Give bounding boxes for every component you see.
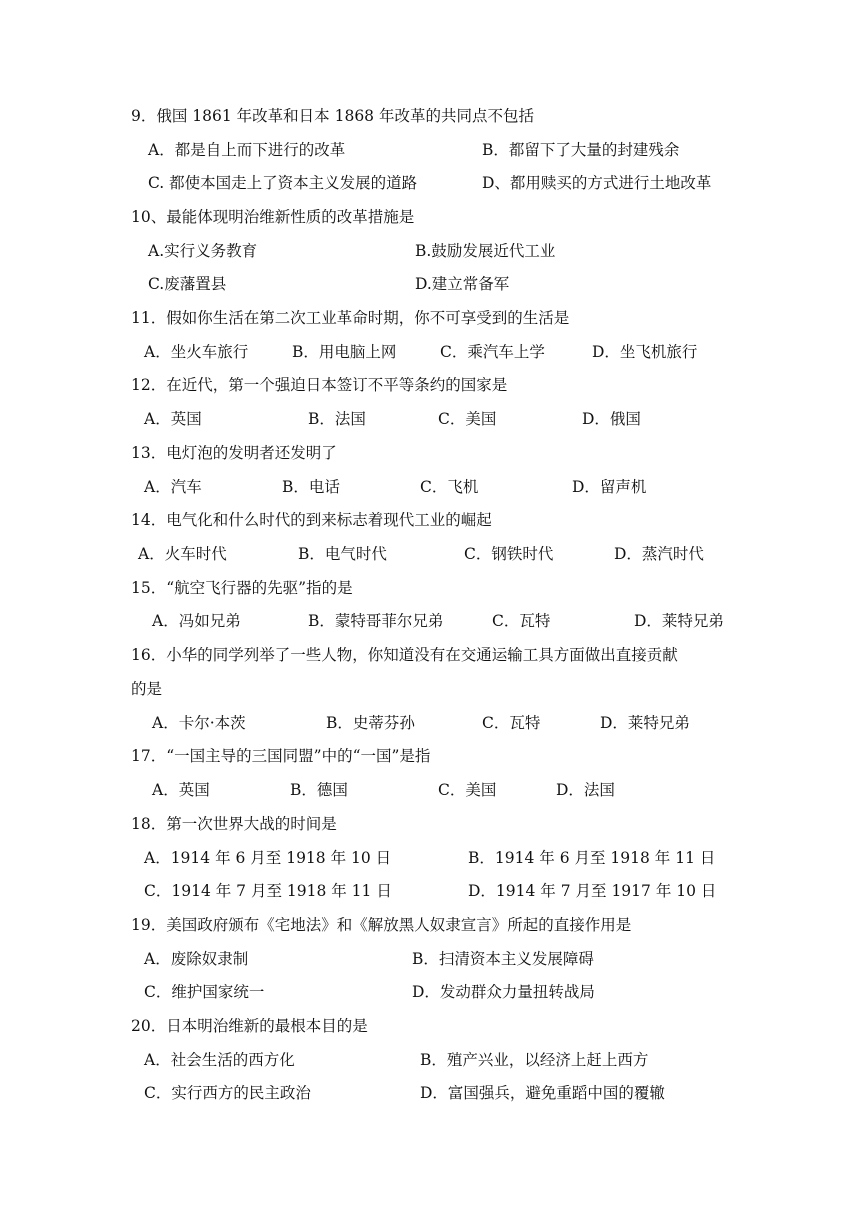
question-16-stem-continued: 的是 [131, 680, 163, 698]
question-9-option-c: C. 都使本国走上了资本主义发展的道路 [148, 174, 418, 192]
question-20-option-a: A．社会生活的西方化 [144, 1051, 295, 1069]
question-18-option-c: C．1914 年 7 月至 1918 年 11 日 [144, 882, 392, 900]
question-15-option-b: B．蒙特哥菲尔兄弟 [308, 612, 444, 630]
question-16-option-c: C．瓦特 [482, 714, 541, 732]
question-12-option-a: A．英国 [144, 410, 202, 428]
question-12-stem: 12．在近代，第一个强迫日本签订不平等条约的国家是 [131, 376, 508, 394]
question-19-option-d: D．发动群众力量扭转战局 [412, 983, 595, 1001]
question-18-option-b: B．1914 年 6 月至 1918 年 11 日 [468, 849, 716, 867]
question-13-option-c: C．飞机 [420, 478, 479, 496]
question-20-option-d: D．富国强兵，避免重蹈中国的覆辙 [420, 1084, 665, 1102]
question-12-option-b: B．法国 [308, 410, 366, 428]
question-13-option-d: D．留声机 [572, 478, 647, 496]
question-19-stem: 19．美国政府颁布《宅地法》和《解放黑人奴隶宣言》所起的直接作用是 [131, 916, 632, 934]
question-11-option-c: C．乘汽车上学 [440, 343, 545, 361]
question-10-stem: 10、最能体现明治维新性质的改革措施是 [131, 208, 415, 226]
question-16-stem: 16．小华的同学列举了一些人物，你知道没有在交通运输工具方面做出直接贡献 [131, 646, 678, 664]
question-10-option-b: B.鼓励发展近代工业 [415, 242, 556, 260]
question-14-option-d: D．蒸汽时代 [614, 545, 704, 563]
question-19-option-b: B．扫清资本主义发展障碍 [412, 950, 594, 968]
question-9-option-d: D、都用赎买的方式进行土地改革 [482, 174, 712, 192]
question-18-stem: 18．第一次世界大战的时间是 [131, 815, 337, 833]
question-9-option-a: A．都是自上而下进行的改革 [148, 141, 346, 159]
question-14-option-b: B．电气时代 [298, 545, 387, 563]
question-14-option-a: A．火车时代 [138, 545, 227, 563]
question-10-option-d: D.建立常备军 [415, 275, 510, 293]
question-13-option-b: B．电话 [282, 478, 340, 496]
question-12-option-c: C．美国 [438, 410, 497, 428]
question-20-option-c: C．实行西方的民主政治 [144, 1084, 311, 1102]
question-16-option-a: A．卡尔·本茨 [152, 714, 246, 732]
question-10-option-a: A.实行义务教育 [148, 242, 258, 260]
question-17-option-b: B．德国 [290, 781, 348, 799]
question-11-option-d: D．坐飞机旅行 [592, 343, 698, 361]
question-12-option-d: D．俄国 [582, 410, 641, 428]
question-14-option-c: C．钢铁时代 [464, 545, 554, 563]
question-9-option-b: B．都留下了大量的封建残余 [482, 141, 680, 159]
question-15-stem: 15．“航空飞行器的先驱”指的是 [131, 579, 353, 597]
question-18-option-d: D．1914 年 7 月至 1917 年 10 日 [468, 882, 717, 900]
question-10-option-c: C.废藩置县 [148, 275, 227, 293]
question-9-stem: 9．俄国 1861 年改革和日本 1868 年改革的共同点不包括 [131, 107, 534, 125]
question-16-option-d: D．莱特兄弟 [600, 714, 690, 732]
question-11-option-b: B．用电脑上网 [292, 343, 397, 361]
question-16-option-b: B．史蒂芬孙 [326, 714, 415, 732]
question-15-option-a: A．冯如兄弟 [152, 612, 241, 630]
question-15-option-c: C．瓦特 [492, 612, 551, 630]
question-20-option-b: B．殖产兴业，以经济上赶上西方 [420, 1051, 649, 1069]
question-17-option-d: D．法国 [556, 781, 615, 799]
question-13-option-a: A．汽车 [144, 478, 202, 496]
question-20-stem: 20．日本明治维新的最根本目的是 [131, 1017, 368, 1035]
question-19-option-a: A．废除奴隶制 [144, 950, 249, 968]
question-15-option-d: D．莱特兄弟 [634, 612, 724, 630]
question-19-option-c: C．维护国家统一 [144, 983, 265, 1001]
question-18-option-a: A．1914 年 6 月至 1918 年 10 日 [144, 849, 392, 867]
question-11-option-a: A．坐火车旅行 [144, 343, 249, 361]
question-13-stem: 13．电灯泡的发明者还发明了 [131, 444, 337, 462]
question-17-option-a: A．英国 [152, 781, 210, 799]
question-17-option-c: C．美国 [438, 781, 497, 799]
question-14-stem: 14．电气化和什么时代的到来标志着现代工业的崛起 [131, 511, 492, 529]
question-11-stem: 11．假如你生活在第二次工业革命时期，你不可享受到的生活是 [131, 309, 570, 327]
question-17-stem: 17．“一国主导的三国同盟”中的“一国”是指 [131, 747, 431, 765]
